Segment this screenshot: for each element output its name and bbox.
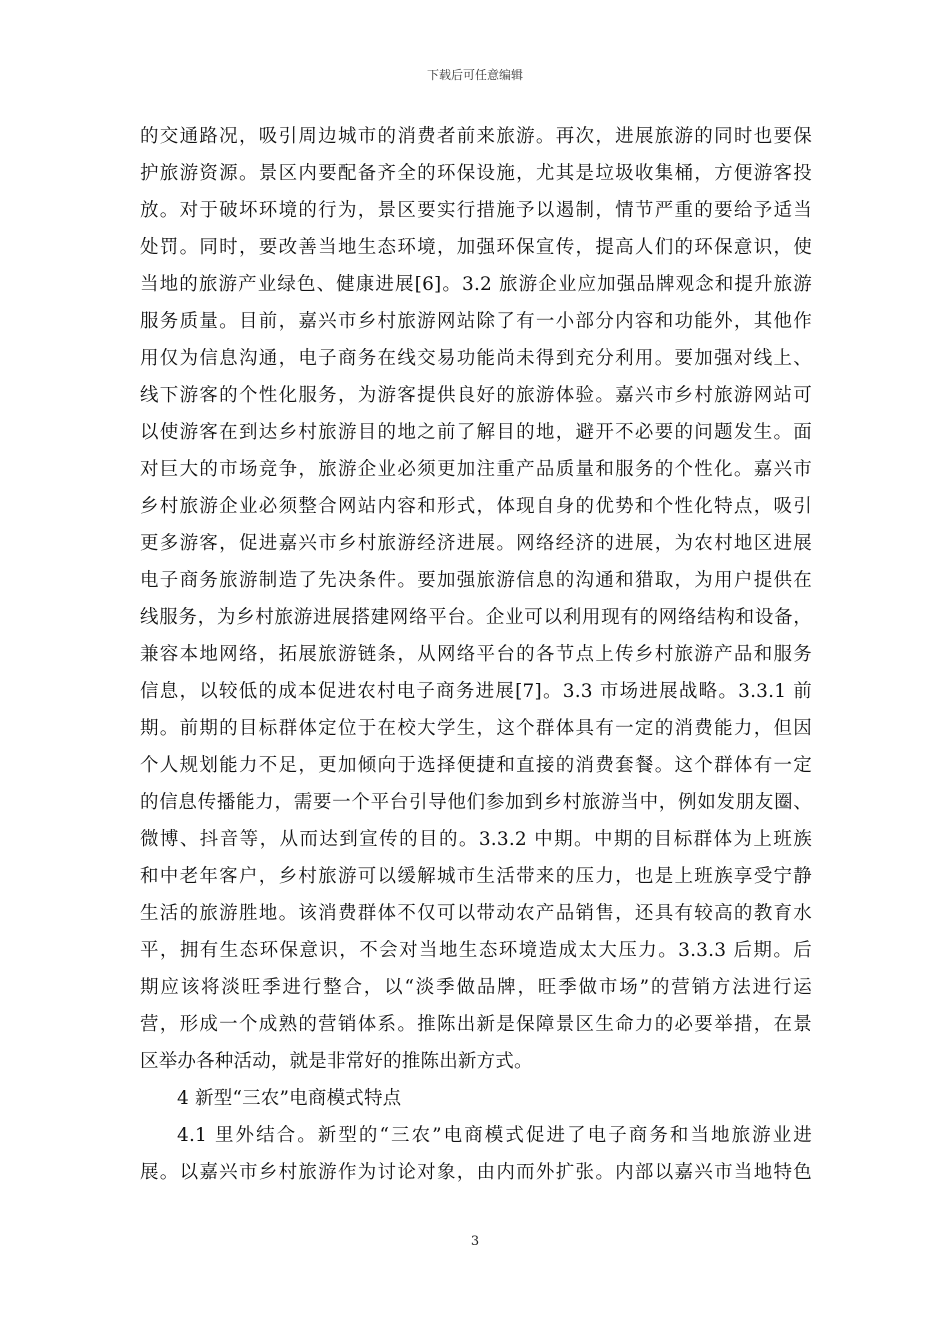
text-line: 更多游客，促进嘉兴市乡村旅游经济进展。网络经济的进展，为农村地区进展 (140, 533, 812, 554)
text-line: 区举办各种活动，就是非常好的推陈出新方式。 (140, 1051, 533, 1072)
text-line: 兼容本地网络，拓展旅游链条，从网络平台的各节点上传乡村旅游产品和服务 (140, 644, 812, 665)
text-line: 平，拥有生态环保意识，不会对当地生态环境造成太大压力。3.3.3 后期。后 (140, 940, 812, 961)
text-line: 个人规划能力不足，更加倾向于选择便捷和直接的消费套餐。这个群体有一定 (140, 755, 812, 776)
text-line: 以使游客在到达乡村旅游目的地之前了解目的地，避开不必要的问题发生。面 (140, 422, 812, 443)
text-line: 放。对于破坏环境的行为，景区要实行措施予以遏制，情节严重的要给予适当 (140, 200, 812, 221)
text-line: 护旅游资源。景区内要配备齐全的环保设施，尤其是垃圾收集桶，方便游客投 (140, 163, 812, 184)
section-heading: 4 新型“三农”电商模式特点 (177, 1088, 402, 1109)
page-number: 3 (470, 1234, 480, 1249)
text-line: 期。前期的目标群体定位于在校大学生，这个群体具有一定的消费能力，但因 (140, 718, 812, 739)
text-line: 展。以嘉兴市乡村旅游作为讨论对象，由内而外扩张。内部以嘉兴市当地特色 (140, 1162, 812, 1183)
text-line: 微博、抖音等，从而达到宣传的目的。3.3.2 中期。中期的目标群体为上班族 (140, 829, 812, 850)
document-body (140, 118, 812, 1191)
text-line: 期应该将淡旺季进行整合，以“淡季做品牌，旺季做市场”的营销方法进行运 (140, 977, 812, 998)
paragraph-1 (140, 118, 812, 1080)
text-line: 处罚。同时，要改善当地生态环境，加强环保宣传，提高人们的环保意识，使 (140, 237, 812, 258)
text-line: 对巨大的市场竞争，旅游企业必须更加注重产品质量和服务的个性化。嘉兴市 (140, 459, 812, 480)
text-line: 线下游客的个性化服务，为游客提供良好的旅游体验。嘉兴市乡村旅游网站可 (140, 385, 812, 406)
text-line: 当地的旅游产业绿色、健康进展[6]。3.2 旅游企业应加强品牌观念和提升旅游 (140, 274, 812, 295)
text-line: 的信息传播能力，需要一个平台引导他们参加到乡村旅游当中，例如发朋友圈、 (140, 792, 812, 813)
text-line: 的交通路况，吸引周边城市的消费者前来旅游。再次，进展旅游的同时也要保 (140, 126, 812, 147)
text-line: 用仅为信息沟通，电子商务在线交易功能尚未得到充分利用。要加强对线上、 (140, 348, 812, 369)
text-line: 和中老年客户，乡村旅游可以缓解城市生活带来的压力，也是上班族享受宁静 (140, 866, 812, 887)
text-line: 生活的旅游胜地。该消费群体不仅可以带动农产品销售，还具有较高的教育水 (140, 903, 812, 924)
text-line: 线服务，为乡村旅游进展搭建网络平台。企业可以利用现有的网络结构和设备， (140, 607, 812, 628)
page-header: 下载后可任意编辑 (426, 68, 523, 82)
text-line: 营，形成一个成熟的营销体系。推陈出新是保障景区生命力的必要举措，在景 (140, 1014, 812, 1035)
text-line: 服务质量。目前，嘉兴市乡村旅游网站除了有一小部分内容和功能外，其他作 (140, 311, 812, 332)
text-line: 乡村旅游企业必须整合网站内容和形式，体现自身的优势和个性化特点，吸引 (140, 496, 812, 517)
text-line: 电子商务旅游制造了先决条件。要加强旅游信息的沟通和猎取，为用户提供在 (140, 570, 812, 591)
text-line: 信息，以较低的成本促进农村电子商务进展[7]。3.3 市场进展战略。3.3.1 前 (140, 681, 812, 702)
paragraph-2 (140, 1117, 812, 1191)
text-line: 4.1 里外结合。新型的“三农”电商模式促进了电子商务和当地旅游业进 (177, 1125, 812, 1146)
